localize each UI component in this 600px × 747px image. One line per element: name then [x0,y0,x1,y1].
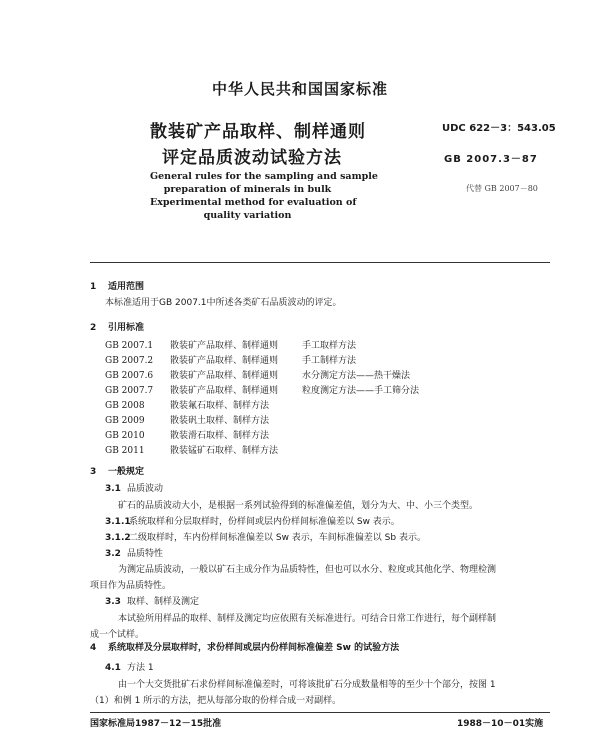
reference-item [105,428,302,441]
reference-code: GB 2009 [105,416,145,426]
subsection-3-3-text: 成一个试样。 [90,630,145,640]
document-title-line2: 评定品质波动试验方法 [162,148,342,168]
section-number: 1 [90,282,97,292]
subsection-3-2-text: 为测定品质波动，一般以矿石主成分作为品质特性，但也可以水分、粒度或其他化学、物理检测 [118,565,497,575]
section-number: 2 [90,323,97,333]
subsection-3-2-heading [105,546,163,559]
udc-code: UDC 622－3：543.05 [442,123,556,134]
subsection-3-1-text: 矿石的品质波动大小，是根据一系列试验得到的标准偏差值，划分为大、中、小三个类型。 [118,501,479,511]
footer-divider [90,712,550,713]
section-title: 适用范围 [108,282,145,292]
english-title-line: Experimental method for evaluation of [150,197,357,208]
reference-item [105,368,410,381]
reference-title: 散装矿产品取样、制样通则 [170,386,279,396]
reference-item [105,398,302,411]
reference-method: 水分测定方法——热干燥法 [302,371,411,381]
section-title: 引用标准 [108,323,145,333]
reference-title: 散装矾土取样、制样方法 [170,416,270,426]
clause-3-1-2 [105,530,426,543]
reference-title: 散装氟石取样、制样方法 [170,401,270,411]
section-2-heading [90,320,144,333]
reference-code: GB 2007.2 [105,356,154,366]
section-number: 4 [90,643,97,653]
reference-title: 散装矿产品取样、制样通则 [170,341,279,351]
reference-code: GB 2008 [105,401,145,411]
national-standard-label: 中华人民共和国国家标准 [211,80,388,98]
reference-code: GB 2007.1 [105,341,154,351]
reference-method: 手工取样方法 [302,341,357,351]
section-1-text: 本标准适用于GB 2007.1中所述各类矿石品质波动的评定。 [105,298,342,308]
reference-code: GB 2011 [105,446,145,456]
effective-date: 1988－10－01实施 [457,719,544,729]
clause-text: 二级取样时，车内份样间标准偏差以 Sw 表示，车间标准偏差以 Sb 表示。 [129,533,426,543]
reference-title: 散装锰矿石取样、制样方法 [170,446,279,456]
reference-item [105,443,302,456]
section-title: 一般规定 [108,467,145,477]
subsection-3-3-heading [105,594,199,607]
section-1-heading [90,279,144,292]
reference-item [105,413,302,426]
reference-title: 散装矿产品取样、制样通则 [170,371,279,381]
header-divider [90,262,550,263]
gb-standard-code: GB 2007.3－87 [444,154,538,165]
clause-number: 3.1.2 [105,533,131,543]
subsection-3-1-heading [105,481,163,494]
document-title-line1: 散装矿产品取样、制样通则 [150,122,366,142]
english-title-line: preparation of minerals in bulk [163,184,332,195]
reference-code: GB 2007.7 [105,386,154,396]
subsection-4-1-text: （1）和例 1 所示的方法，把从每部分取的份样合成一对副样。 [90,696,342,706]
subsection-3-2-text: 项目作为品质特性。 [90,581,172,591]
reference-code: GB 2007.6 [105,371,154,381]
section-number: 3 [90,467,97,477]
reference-title: 散装矿产品取样、制样通则 [170,356,279,366]
reference-method: 粒度测定方法——手工筛分法 [302,386,420,396]
subsection-4-1-text: 由一个大交货批矿石求份样间标准偏差时，可将该批矿石分成数量相等的至少十个部分，按图 1 [118,680,496,690]
subsection-title: 取样、制样及测定 [127,597,200,607]
section-3-heading [90,464,144,477]
english-title-line: quality variation [203,210,292,221]
subsection-title: 方法 1 [127,663,154,673]
reference-method: 手工制样方法 [302,356,357,366]
subsection-number: 4.1 [105,663,121,673]
subsection-title: 品质波动 [127,484,164,494]
subsection-3-3-text: 本试验所用样品的取样、制样及测定均应依照有关标准进行。可结合日常工作进行，每个副样制 [118,614,497,624]
section-4-heading [90,640,399,653]
reference-item [105,353,356,366]
subsection-number: 3.2 [105,549,121,559]
reference-item [105,338,356,351]
clause-text: 系统取样和分层取样时，份样间或层内份样间标准偏差以 Sw 表示。 [129,517,400,527]
clause-number: 3.1.1 [105,517,131,527]
section-title: 系统取样及分层取样时，求份样间或层内份样间标准偏差 Sw 的试验方法 [108,643,400,653]
subsection-4-1-heading [105,660,154,673]
english-title-line: General rules for the sampling and sample [150,171,378,182]
reference-title: 散装滑石取样、制样方法 [170,431,270,441]
replaces-standard: 代替 GB 2007－80 [466,184,538,193]
reference-code: GB 2010 [105,431,145,441]
subsection-title: 品质特性 [127,549,164,559]
clause-3-1-1 [105,514,400,527]
subsection-number: 3.3 [105,597,121,607]
reference-item [105,383,419,396]
approval-date: 国家标准局1987－12－15批准 [90,719,222,729]
subsection-number: 3.1 [105,484,121,494]
